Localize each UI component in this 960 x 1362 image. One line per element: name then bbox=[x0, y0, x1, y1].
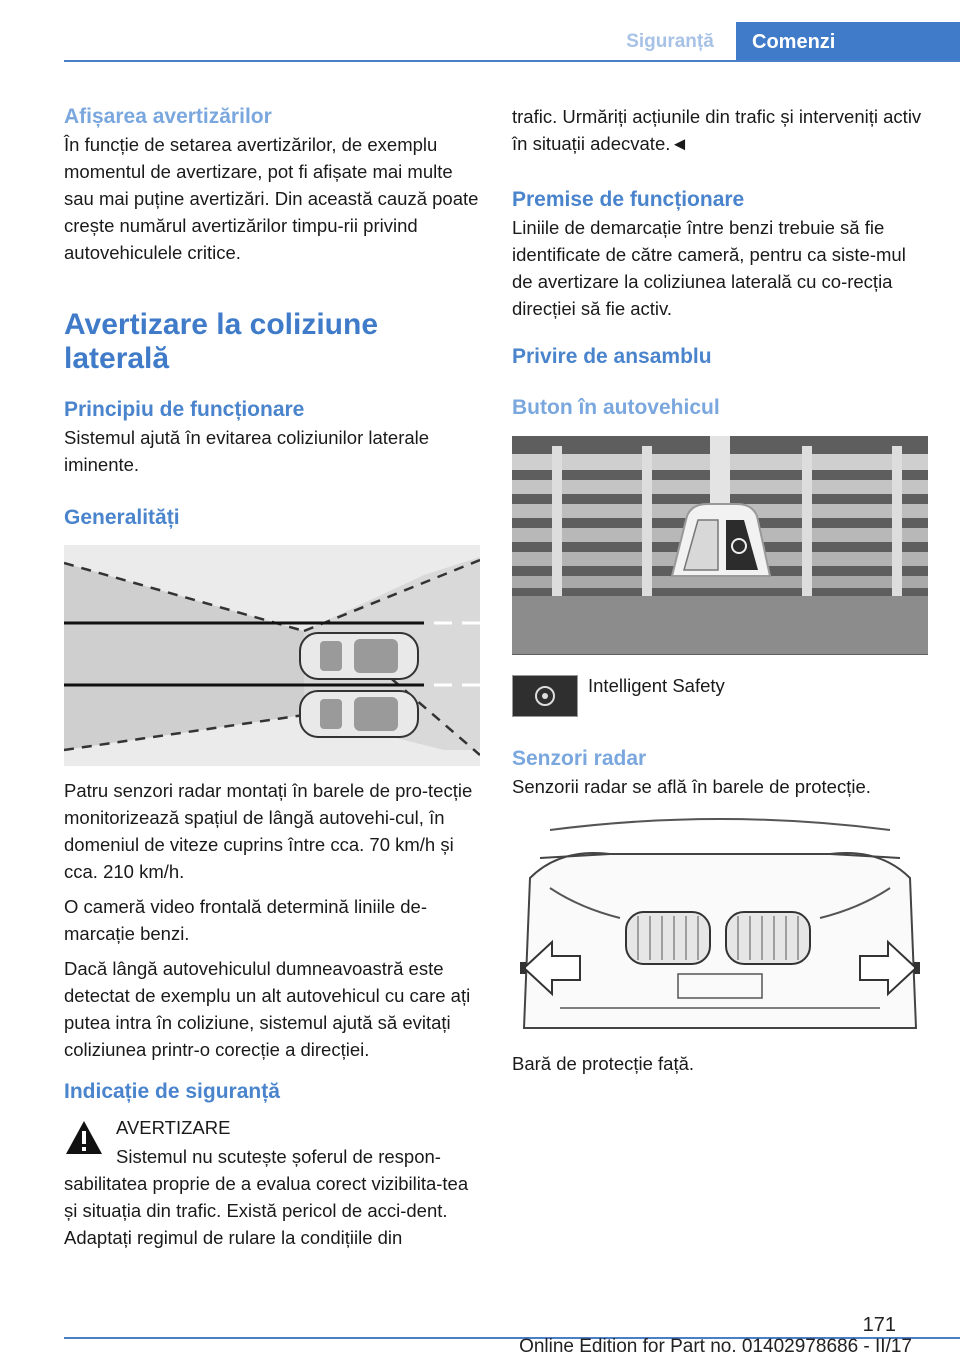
continued-text: trafic. Urmăriți acțiunile din trafic și interveniți activ în situații adecvate.◄ bbox=[512, 106, 922, 154]
right-column bbox=[512, 103, 928, 157]
car-lower-icon bbox=[300, 691, 418, 737]
left-column bbox=[64, 103, 484, 266]
radar-text: Senzorii radar se află în barele de protecție. bbox=[512, 776, 871, 797]
button-title: Buton în autovehicul bbox=[512, 396, 720, 419]
general-title: Generalități bbox=[64, 506, 180, 529]
tab-siguranta[interactable]: Siguranță bbox=[626, 31, 714, 52]
chapter-title: Avertizare la coliziune laterală bbox=[64, 308, 379, 375]
warn-display-title: Afișarea avertizărilor bbox=[64, 105, 272, 128]
edition-note: Online Edition for Part no. 01402978686 - II/17 bbox=[519, 1336, 912, 1357]
kidney-grille-right bbox=[726, 912, 810, 964]
intelligent-safety-button-icon bbox=[512, 675, 578, 717]
principle-section bbox=[64, 396, 484, 478]
button-label-block bbox=[588, 672, 908, 699]
radar-title: Senzori radar bbox=[512, 747, 647, 770]
principle-title: Principiu de funcționare bbox=[64, 398, 305, 421]
button-photo-svg bbox=[512, 436, 928, 655]
page-number: 171 bbox=[862, 1314, 896, 1336]
general-p3: Dacă lângă autovehiculul dumneavoastră este detectat de exemplu un alt autovehicul cu care ați putea intra în coliziune, sistemul ajută să evitați coliziunea printr-o corecție a direcției. bbox=[64, 958, 471, 1060]
radar-zone bbox=[64, 563, 304, 750]
general-p2: O cameră video frontală determină liniile de-marcație benzi. bbox=[64, 896, 427, 944]
button-label: Intelligent Safety bbox=[588, 675, 725, 696]
car-upper-icon bbox=[300, 633, 418, 679]
prereq-text: Liniile de demarcație între benzi trebuie să fie identificate de către cameră, pentru ca siste-mul de avertizare la coliziunea laterală cu co-recția direcției să fie activ. bbox=[512, 217, 906, 319]
warning-text-block bbox=[64, 1143, 480, 1251]
general-section bbox=[64, 504, 484, 532]
overview-title: Privire de ansamblu bbox=[512, 345, 712, 368]
button-photo bbox=[512, 436, 928, 655]
principle-text: Sistemul ajută în evitarea coliziunilor laterale iminente. bbox=[64, 427, 430, 475]
front-bumper-svg bbox=[520, 818, 920, 1040]
warning-text: Sistemul nu scutește șoferul de respon-sabilitatea proprie de a evalua corect vizibilita-tea și situația din trafic. Există pericol de acci-dent. Adaptați regimul de rulare la condițiile din bbox=[64, 1146, 469, 1248]
bumper-caption: Bară de protecție față. bbox=[512, 1053, 695, 1074]
lane-diagram-svg bbox=[64, 545, 480, 766]
button-section bbox=[512, 394, 928, 422]
safety-section bbox=[64, 1078, 484, 1106]
general-text bbox=[64, 777, 484, 1063]
tab-comenzi[interactable]: Comenzi bbox=[736, 22, 960, 62]
warning-label-block bbox=[116, 1114, 480, 1141]
warn-display-text: În funcție de setarea avertizărilor, de exemplu momentul de avertizare, pot fi afișate mai multe sau mai puține avertizări. Din această cauză poate crește numărul avertizărilor timpu-rii privind autovehiculele critice. bbox=[64, 134, 479, 263]
prereq-section bbox=[512, 186, 928, 322]
general-p1: Patru senzori radar montați în barele de pro-tecție monitorizează spațiul de lângă autovehi-cul, în domeniul de viteze cuprins între cca. 70 km/h și cca. 210 km/h. bbox=[64, 780, 473, 882]
safety-title: Indicație de siguranță bbox=[64, 1080, 280, 1103]
overview-section bbox=[512, 343, 928, 371]
chapter bbox=[64, 308, 484, 376]
radar-section bbox=[512, 745, 928, 800]
front-bumper-diagram bbox=[520, 818, 920, 1040]
warning-label: AVERTIZARE bbox=[116, 1117, 231, 1138]
bumper-caption-block bbox=[512, 1050, 928, 1077]
header-rule bbox=[64, 60, 960, 62]
kidney-grille-left bbox=[626, 912, 710, 964]
lane-diagram bbox=[64, 545, 480, 766]
prereq-title: Premise de funcționare bbox=[512, 188, 745, 211]
